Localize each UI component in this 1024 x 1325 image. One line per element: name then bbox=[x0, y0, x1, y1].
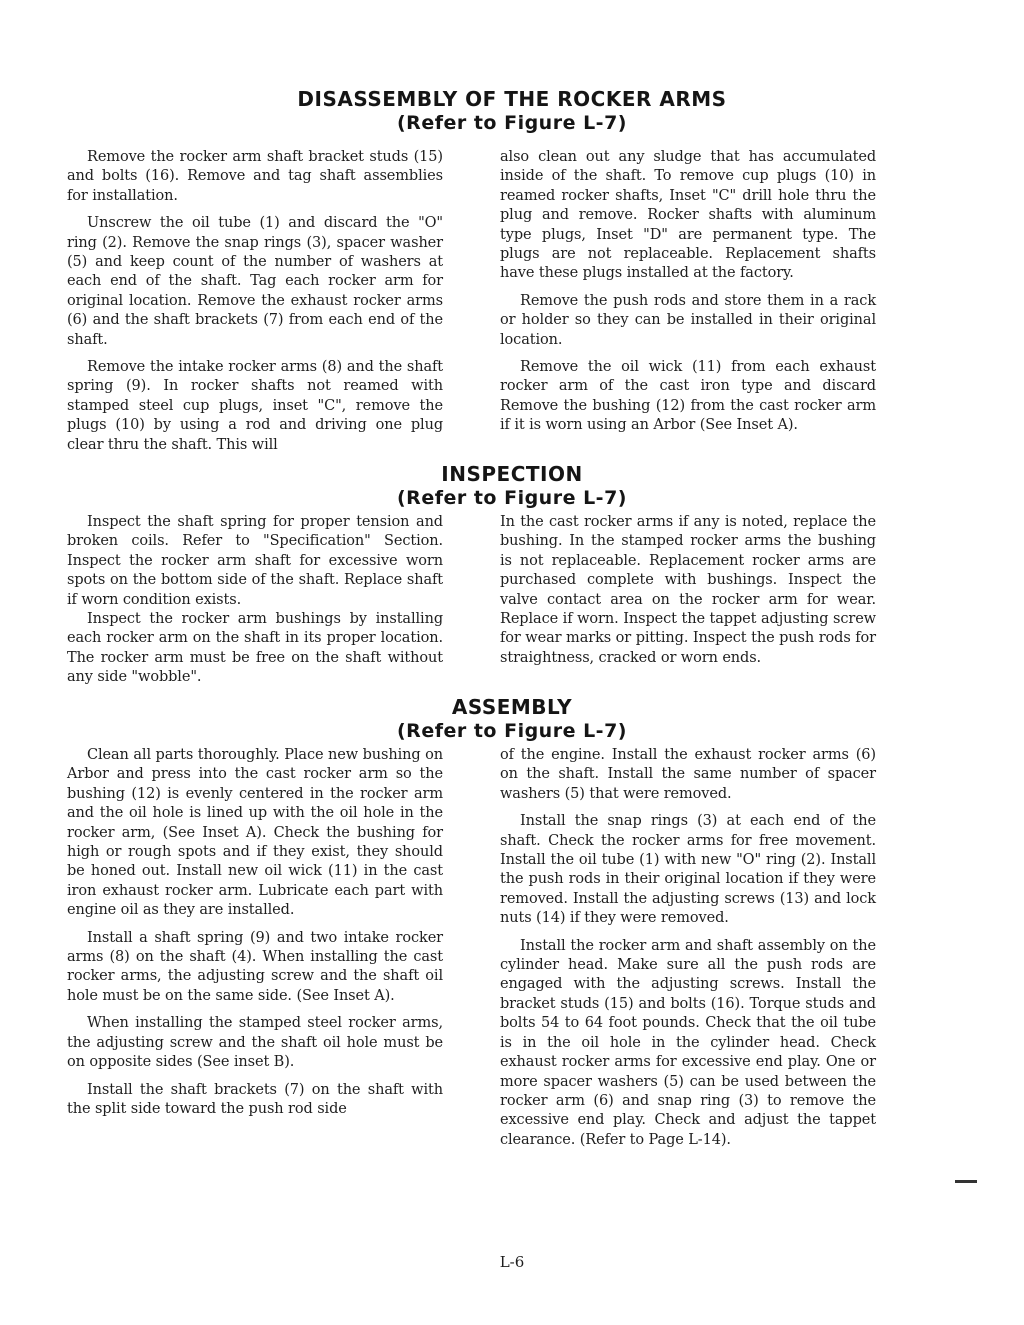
disassembly-heading bbox=[0, 87, 1024, 135]
disassembly-paragraph: Unscrew the oil tube (1) and discard the "O" ring (2). Remove the snap rings (3), spacer washer (5) and keep count of the number of washers at each end of the shaft. Tag each rocker arm for original location. Remove the exhaust rocker arms (6) and the shaft brackets (7) from each end of the shaft. bbox=[67, 215, 443, 348]
disassembly-paragraph: Remove the rocker arm shaft bracket studs (15) and bolts (16). Remove and tag shaft assemblies for installation. bbox=[67, 149, 443, 204]
assembly-subtitle: (Refer to Figure L-7) bbox=[397, 720, 627, 742]
disassembly-paragraph: also clean out any sludge that has accumulated inside of the shaft. To remove cup plugs (10) in reamed rocker shafts, Inset "C" drill hole thru the plug and remove. Rocker shafts with aluminum type plugs, Inset "D" are permanent type. The plugs are not replaceable. Replacement shafts have these plugs installed at the factory. bbox=[500, 149, 876, 282]
assembly-paragraph: Install a shaft spring (9) and two intake rocker arms (8) on the shaft (4). When installing the cast rocker arms, the adjusting screw and the shaft oil hole must be on the same side. (See Inset A). bbox=[67, 929, 443, 1004]
assembly-paragraph: of the engine. Install the exhaust rocker arms (6) on the shaft. Install the same number of spacer washers (5) that were removed. bbox=[500, 747, 876, 802]
disassembly-left-column bbox=[67, 148, 443, 455]
assembly-heading bbox=[0, 695, 1024, 743]
inspection-paragraph: In the cast rocker arms if any is noted, replace the bushing. In the stamped rocker arms the bushing is not replaceable. Replacement rocker arms are purchased complete with bushings. Inspect the valve contact area on the rocker arm for wear. Replace if worn. Inspect the tappet adjusting screw for wear marks or pitting. Inspect the push rods for straightness, cracked or worn ends. bbox=[500, 514, 876, 666]
assembly-left-column bbox=[67, 746, 443, 1119]
inspection-subtitle: (Refer to Figure L-7) bbox=[397, 487, 627, 509]
disassembly-subtitle: (Refer to Figure L-7) bbox=[397, 112, 627, 134]
disassembly-paragraph: Remove the oil wick (11) from each exhaust rocker arm of the cast iron type and discard Remove the bushing (12) from the cast rocker arm if it is worn using an Arbor (See Inset A). bbox=[500, 359, 876, 434]
assembly-paragraph: Clean all parts thoroughly. Place new bushing on Arbor and press into the cast rocker arm so the bushing (12) is evenly centered in the rocker arm and the oil hole is lined up with the oil hole in the rocker arm, (See Inset A). Check the bushing for high or rough spots and if they exist, they should be honed out. Install new oil wick (11) in the cast iron exhaust rocker arm. Lubricate each part with engine oil as they are installed. bbox=[67, 747, 443, 919]
inspection-heading bbox=[0, 462, 1024, 510]
assembly-paragraph: Install the shaft brackets (7) on the shaft with the split side toward the push rod side bbox=[67, 1081, 443, 1117]
inspection-paragraph: Inspect the rocker arm bushings by installing each rocker arm on the shaft in its proper location. The rocker arm must be free on the shaft without any side "wobble". bbox=[67, 611, 443, 686]
assembly-paragraph: When installing the stamped steel rocker arms, the adjusting screw and the shaft oil hole must be on opposite sides (See inset B). bbox=[67, 1015, 443, 1071]
disassembly-paragraph: Remove the intake rocker arms (8) and the shaft spring (9). In rocker shafts not reamed with stamped steel cup plugs, inset "C", remove the plugs (10) by using a rod and driving one plug clear thru the shaft. This will bbox=[67, 359, 443, 453]
disassembly-right-column bbox=[500, 148, 876, 436]
inspection-left-column bbox=[67, 513, 443, 688]
disassembly-title: DISASSEMBLY OF THE ROCKER ARMS bbox=[297, 87, 727, 111]
page-number: L-6 bbox=[499, 1253, 525, 1271]
assembly-paragraph: Install the rocker arm and shaft assembly on the cylinder head. Make sure all the push rods are engaged with the adjusting screws. Install the bracket studs (15) and bolts (16). Torque studs and bolts 54 to 64 foot pounds. Check that the oil tube is in the oil hole in the cylinder head. Check exhaust rocker arms for excessive end play. One or more spacer washers (5) can be used between the rocker arm (6) and snap ring (3) to remove the excessive end play. Check and adjust the tappet clearance. (Refer to Page L-14). bbox=[500, 937, 876, 1148]
disassembly-paragraph: Remove the push rods and store them in a rack or holder so they can be installed in their original location. bbox=[500, 292, 876, 348]
inspection-paragraph: Inspect the shaft spring for proper tension and broken coils. Refer to "Specification" Section. Inspect the rocker arm shaft for excessive worn spots on the bottom side of the shaft. Replace shaft if worn condition exists. bbox=[67, 514, 443, 608]
inspection-title: INSPECTION bbox=[441, 462, 583, 486]
margin-mark bbox=[955, 1180, 977, 1183]
assembly-paragraph: Install the snap rings (3) at each end of the shaft. Check the rocker arms for free movement. Install the oil tube (1) with new "O" ring (2). Install the push rods in their original location if they were removed. Install the adjusting screws (13) and lock nuts (14) if they were removed. bbox=[500, 813, 876, 927]
assembly-right-column bbox=[500, 746, 876, 1150]
inspection-right-column bbox=[500, 513, 876, 668]
assembly-title: ASSEMBLY bbox=[451, 695, 573, 719]
